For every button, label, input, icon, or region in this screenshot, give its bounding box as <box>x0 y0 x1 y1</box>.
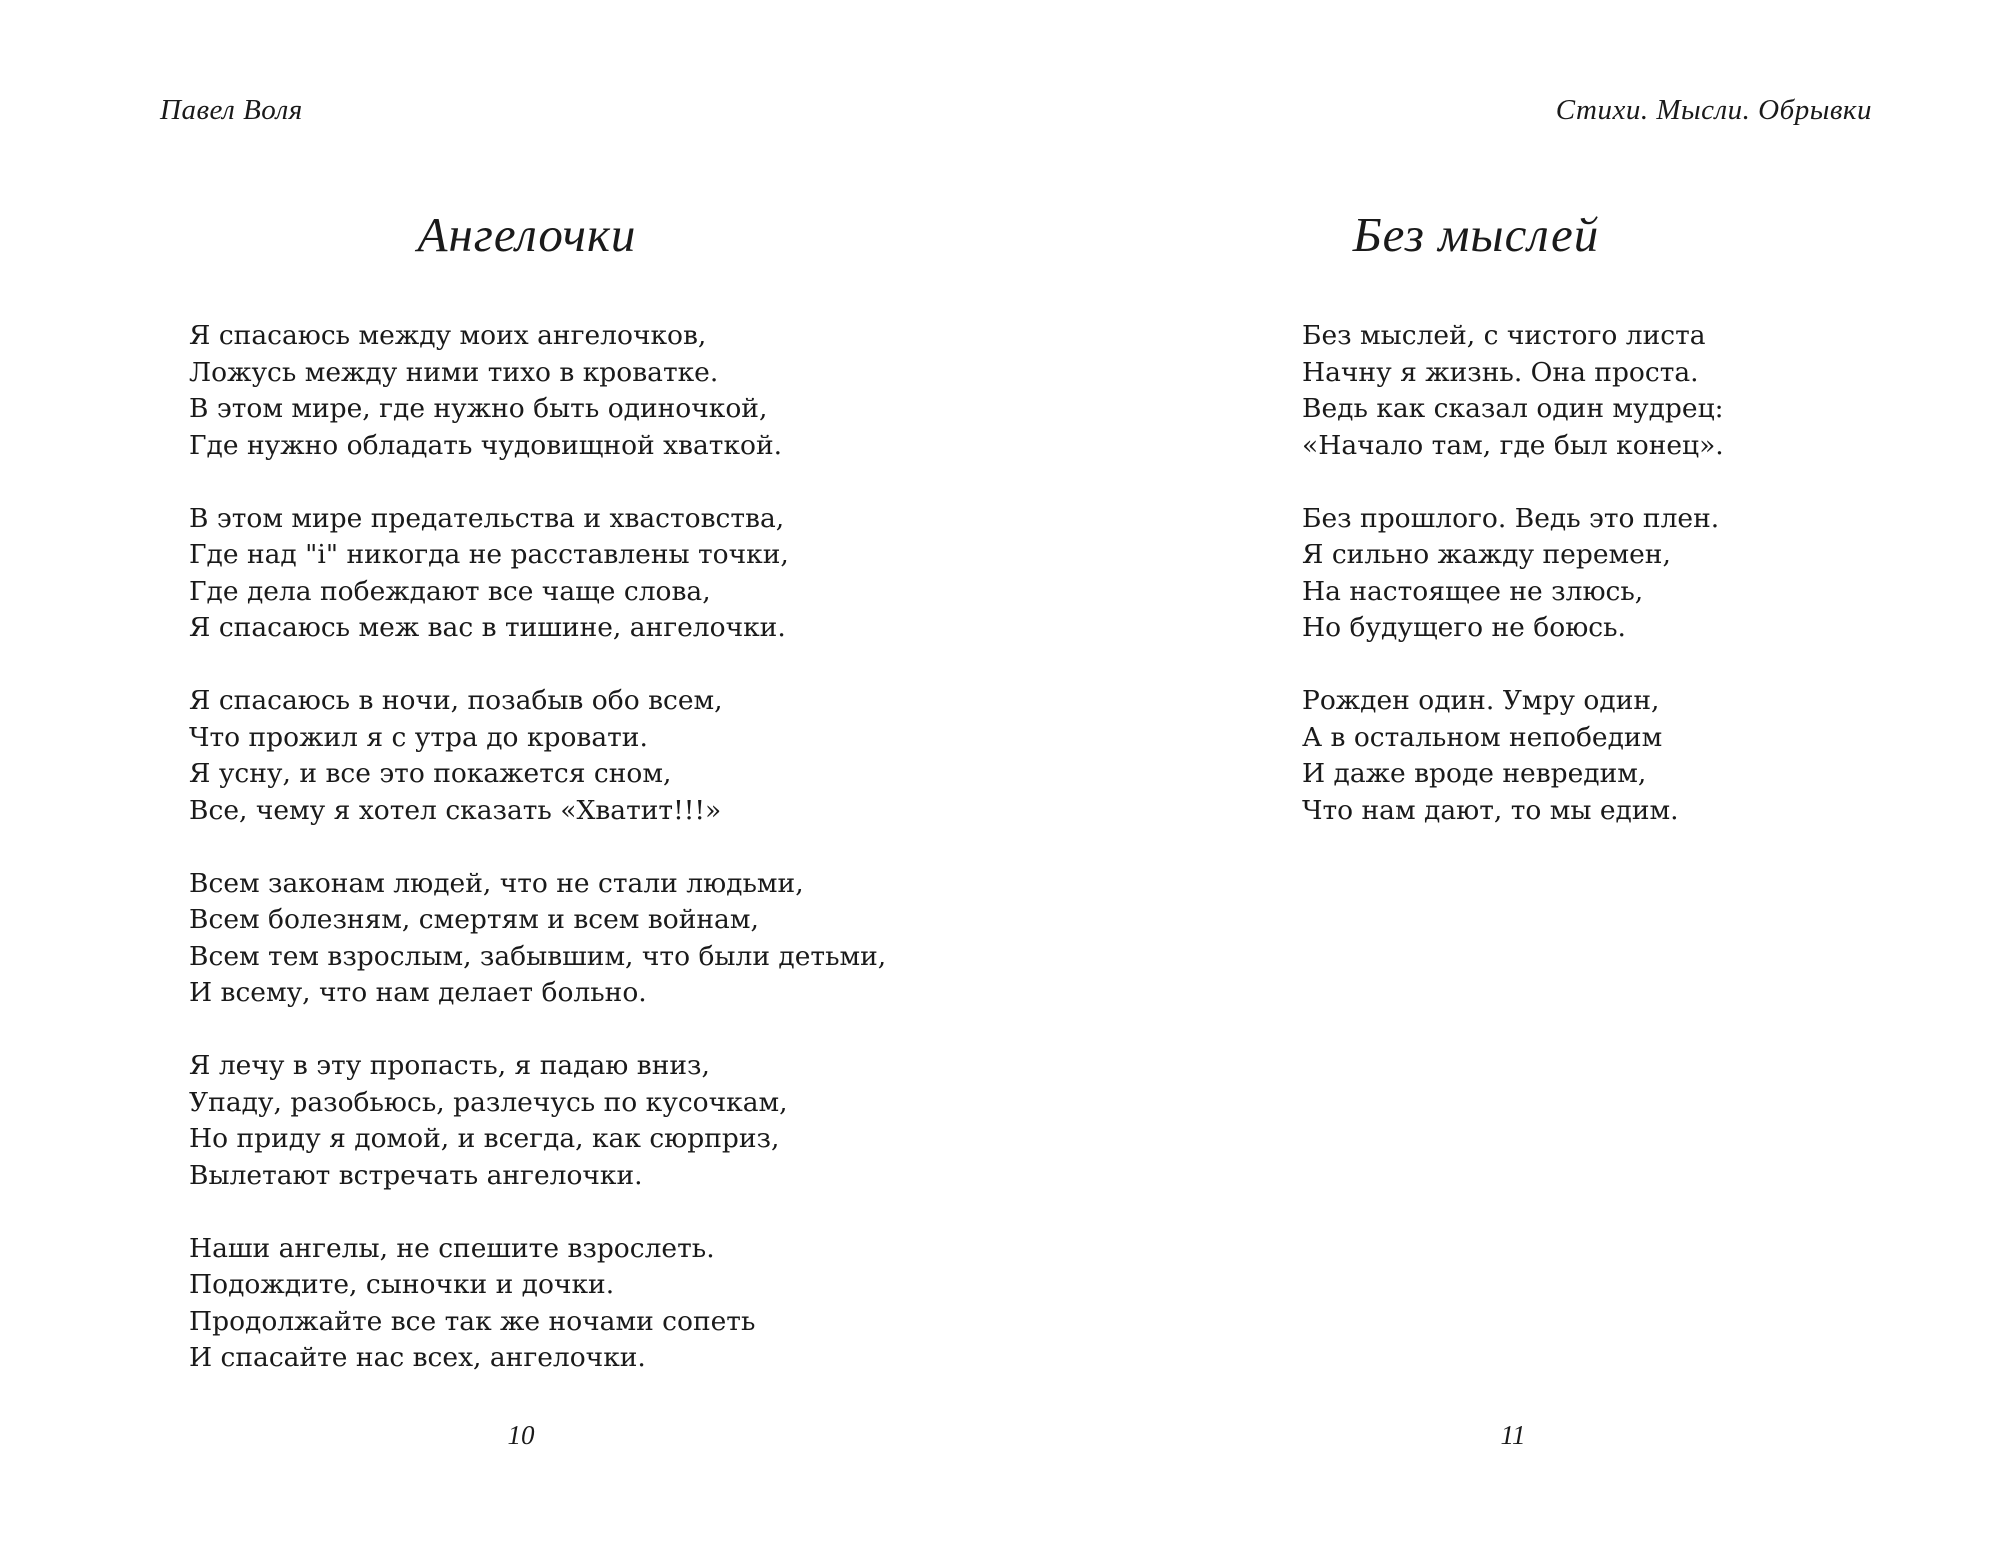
poem-line: Наши ангелы, не спешите взрослеть. <box>189 1232 715 1264</box>
stanza <box>189 501 886 647</box>
poem-line: Упаду, разобьюсь, разлечусь по кусочкам, <box>189 1086 788 1118</box>
poem-line: Но будущего не боюсь. <box>1302 612 1626 643</box>
poem-line: Я лечу в эту пропасть, я падаю вниз, <box>189 1050 710 1081</box>
poem-line: Где нужно обладать чудовищной хваткой. <box>189 429 783 461</box>
poem-line: В этом мире предательства и хвастовства, <box>189 502 785 534</box>
poem-line: Я усну, и все это покажется сном, <box>189 758 672 789</box>
poem-title: Без мыслей <box>1352 207 1600 262</box>
poem-line: А в остальном непобедим <box>1302 721 1663 753</box>
poem-line: Я спасаюсь между моих ангелочков, <box>189 320 707 351</box>
running-head-author: Павел Воля <box>160 94 303 126</box>
poem-body <box>189 318 886 1413</box>
page-number: 11 <box>1500 1420 1526 1450</box>
poem-line: Что прожил я с утра до кровати. <box>189 721 648 753</box>
poem-body <box>1302 318 1724 866</box>
poem-line: Ложусь между ними тихо в кроватке. <box>189 356 719 388</box>
poem-line: Без мыслей, с чистого листа <box>1302 320 1706 351</box>
poem-line: На настоящее не злюсь, <box>1302 575 1644 607</box>
stanza <box>189 866 886 1012</box>
poem-line: Ведь как сказал один мудрец: <box>1302 393 1724 424</box>
poem-line: Продолжайте все так же ночами сопеть <box>189 1305 756 1337</box>
stanza <box>189 1048 886 1194</box>
stanza <box>1302 318 1724 464</box>
poem-line: Без прошлого. Ведь это плен. <box>1302 502 1720 534</box>
poem-line: Всем тем взрослым, забывшим, что были детьми, <box>189 940 887 972</box>
poem-line: Вылетают встречать ангелочки. <box>189 1159 643 1191</box>
running-head-book-title: Стихи. Мысли. Обрывки <box>1555 94 1872 126</box>
poem-line: Начну я жизнь. Она проста. <box>1302 356 1699 388</box>
stanza <box>1302 501 1724 647</box>
poem-line: Где над "i" никогда не расставлены точки, <box>189 539 789 570</box>
right-page <box>1000 0 2000 1558</box>
poem-line: Всем законам людей, что не стали людьми, <box>189 867 804 899</box>
poem-line: Рожден один. Умру один, <box>1302 685 1660 716</box>
poem-line: Подождите, сыночки и дочки. <box>189 1269 615 1300</box>
poem-line: Но приду я домой, и всегда, как сюрприз, <box>189 1123 780 1154</box>
stanza <box>189 318 886 464</box>
poem-title: Ангелочки <box>417 207 637 262</box>
poem-line: Все, чему я хотел сказать «Хватит!!!» <box>189 794 722 826</box>
poem-line: И даже вроде невредим, <box>1302 758 1647 789</box>
stanza <box>189 683 886 829</box>
poem-line: В этом мире, где нужно быть одиночкой, <box>189 393 768 424</box>
poem-line: Я сильно жажду перемен, <box>1302 539 1671 570</box>
poem-line: Я спасаюсь меж вас в тишине, ангелочки. <box>189 612 786 643</box>
page-number: 10 <box>507 1420 535 1450</box>
poem-line: И всему, что нам делает больно. <box>189 977 647 1008</box>
poem-line: И спасайте нас всех, ангелочки. <box>189 1342 646 1373</box>
poem-line: Всем болезням, смертям и всем войнам, <box>189 904 759 935</box>
poem-line: Что нам дают, то мы едим. <box>1302 794 1679 826</box>
poem-line: Я спасаюсь в ночи, позабыв обо всем, <box>189 685 723 716</box>
poem-line: «Начало там, где был конец». <box>1302 429 1724 461</box>
stanza <box>1302 683 1724 829</box>
poem-line: Где дела побеждают все чаще слова, <box>189 575 711 607</box>
stanza <box>189 1231 886 1377</box>
